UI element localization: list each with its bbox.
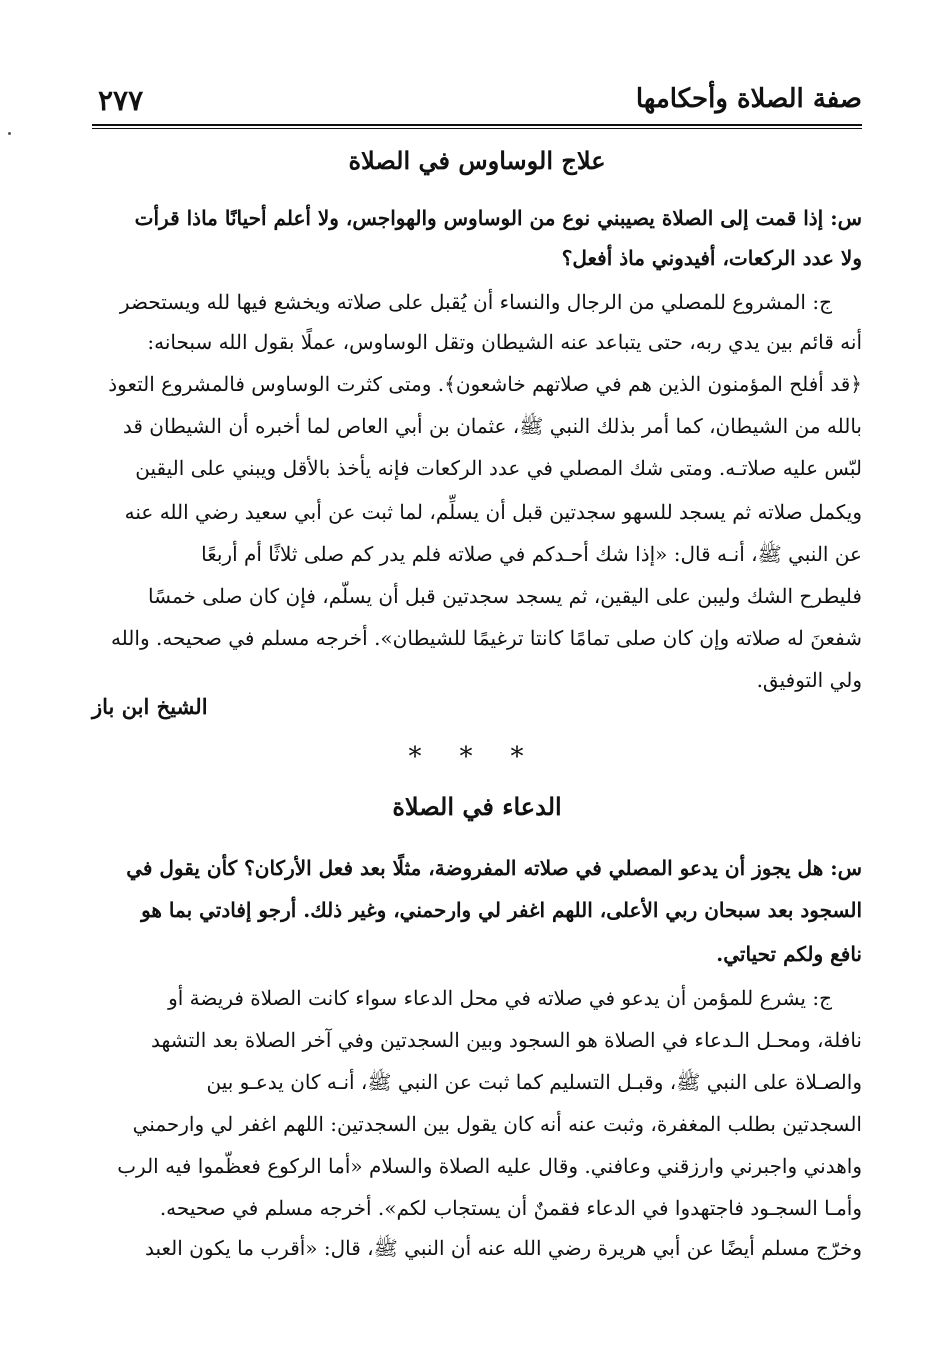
header-rule [92,124,862,126]
question-line: س: إذا قمت إلى الصلاة يصيبني نوع من الوساوس والهواجس، ولا أعلم أحيانًا ماذا قرأت [134,206,862,230]
answer-line: شفعنَ له صلاته وإن كان صلى تمامًا كانتا ترغيمًا للشيطان». أخرجه مسلم في صحيحه. والله [110,626,862,650]
question-line: ولا عدد الركعات، أفيدوني ماذ أفعل؟ [561,246,862,270]
answer-line: أنه قائم بين يدي ربه، حتى يتباعد عنه الشيطان وتقل الوساوس، عملًا بقول الله سبحانه: [147,330,862,354]
section-title-waswas: علاج الوساوس في الصلاة [348,146,606,175]
page-header [92,82,862,122]
separator-star: * [510,742,542,772]
answer-line: ﴿قد أفلح المؤمنون الذين هم في صلاتهم خاشعون﴾. ومتى كثرت الوساوس فالمشروع التعوذ [108,372,862,396]
answer-line: السجدتين بطلب المغفرة، وثبت عنه أنه كان يقول بين السجدتين: اللهم اغفر لي وارحمني [132,1112,862,1136]
answer-line: واهدني واجبرني وارزقني وعافني. وقال عليه الصلاة والسلام «أما الركوع فعظّموا فيه الرب [117,1154,862,1178]
answer-line: والصـلاة على النبي ﷺ، وقبـل التسليم كما ثبت عن النبي ﷺ، أنـه كان يدعـو بين [206,1070,862,1094]
answer-line: عن النبي ﷺ، أنـه قال: «إذا شك أحـدكم في صلاته فلم يدر كم صلى ثلاثًا أم أربعًا [201,542,862,566]
book-title: صفة الصلاة وأحكامها [635,84,862,114]
answer-line: وخرّج مسلم أيضًا عن أبي هريرة رضي الله عنه أن النبي ﷺ، قال: «أقرب ما يكون العبد [144,1236,862,1260]
question-line: نافع ولكم تحياتي. [716,942,862,966]
answer-line: ولي التوفيق. [756,668,862,692]
question-line: السجود بعد سبحان ربي الأعلى، اللهم اغفر لي وارحمني، وغير ذلك. أرجو إفادتي بما هو [141,898,862,922]
section-title-dua: الدعاء في الصلاة [392,792,562,821]
answer-line: ج: يشرع للمؤمن أن يدعو في صلاته في محل الدعاء سواء كانت الصلاة فريضة أو [168,986,832,1010]
separator-star: * [408,742,440,772]
answer-line: وأمـا السجـود فاجتهدوا في الدعاء فقمنٌ أن يستجاب لكم». أخرجه مسلم في صحيحه. [159,1196,862,1220]
separator-star: * [459,742,491,772]
margin-dot [8,132,11,135]
section-separator [0,742,950,772]
answer-line: فليطرح الشك وليبن على اليقين، ثم يسجد سجدتين قبل أن يسلّم، فإن كان صلى خمسًا [148,584,862,608]
answer-line: ج: المشروع للمصلي من الرجال والنساء أن يُقبل على صلاته ويخشع فيها لله ويستحضر [119,290,832,314]
answer-line: بالله من الشيطان، كما أمر بذلك النبي ﷺ، عثمان بن أبي العاص لما أخبره أن الشيطان قد [122,414,862,438]
page-number: ٢٧٧ [98,84,144,117]
answer-line: نافلة، ومحـل الـدعاء في الصلاة هو السجود وبين السجدتين وفي آخر الصلاة بعد التشهد [151,1028,862,1052]
header-rule-thin [92,128,862,129]
answer-line: ويكمل صلاته ثم يسجد للسهو سجدتين قبل أن يسلِّم، لما ثبت عن أبي سعيد رضي الله عنه [124,500,862,524]
signature-sheikh: الشيخ ابن باز [92,694,208,719]
question-line: س: هل يجوز أن يدعو المصلي في صلاته المفروضة، مثلًا بعد فعل الأركان؟ كأن يقول في [126,856,862,880]
answer-line: لبّس عليه صلاتـه. ومتى شك المصلي في عدد الركعات فإنه يأخذ بالأقل ويبني على اليقين [135,456,862,480]
